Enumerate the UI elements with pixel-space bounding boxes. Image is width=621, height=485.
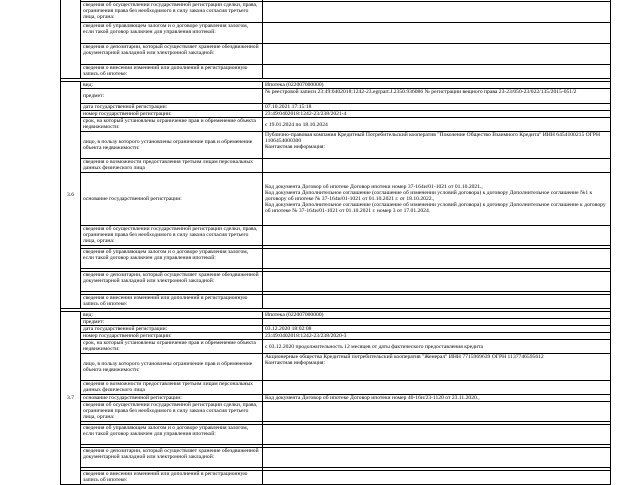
table-row	[61, 425, 611, 445]
table-row	[61, 312, 611, 319]
table-row	[61, 326, 611, 333]
row-value	[263, 425, 611, 445]
row-label: номер государственной регистрации:	[81, 111, 263, 118]
row-value	[263, 395, 611, 402]
row-value	[263, 272, 611, 292]
row-label: дата государственной регистрации:	[81, 326, 263, 333]
row-value: с 19.01.2024 по 18.10.2024	[263, 118, 611, 132]
row-value	[263, 2, 611, 23]
basis-document: Код документа Договор об ипотеке Договор ипотеки номер 37-164и/01-1021 от 01.10.2021.,	[265, 184, 483, 190]
row-label: дата государственной регистрации:	[81, 104, 263, 111]
section-number: 3.7	[61, 312, 81, 485]
row-value	[263, 159, 611, 173]
table-row	[61, 471, 611, 485]
row-value	[263, 354, 611, 381]
basis-document: Код документа Договор об ипотеке Договор ипотеки номер 40-16и/23-1120 от 23.11.2020.,	[265, 395, 480, 401]
row-label: предмет:	[81, 319, 263, 326]
row-label: лицо, в пользу которого установлены ограничение прав и обременение объекта недвижимости:	[81, 132, 263, 159]
row-label: сведения о внесении изменений или дополнений в регистрационную запись об ипотеке:	[81, 295, 263, 309]
row-value: 23:49:0402018:1242-23/238/2021-4	[263, 111, 611, 118]
row-value	[263, 23, 611, 44]
basis-document: Код документа Дополнительное соглашение (соглашение об изменении условий договора) к договору Дополнительное соглашение к договору об ипотеке № 37-164и/01-1021 от 01.10.2021 г. номер 3 от 17.01.2024.	[265, 202, 606, 214]
row-label: сведения о депозитарии, который осуществляет хранение обездвиженной документарной закладной или электронной закладной:	[81, 44, 263, 65]
row-label: сведения о депозитарии, который осуществляет хранение обездвиженной документарной закладной или электронной закладной:	[81, 272, 263, 292]
table-row	[61, 402, 611, 422]
row-value	[263, 226, 611, 246]
person-value: Акционерные общества Кредитный потребительский кооператив "Женерал" ИНН 7715969639 ОГРН 1137746595612	[265, 354, 544, 360]
row-label: вид:	[81, 82, 263, 89]
row-value	[263, 44, 611, 65]
row-label: сведения об осуществлении государственной регистрации сделки, права, ограничения права без необходимого в силу закона согласия третьего лица, органа:	[81, 2, 263, 23]
row-value	[263, 173, 611, 226]
row-label: сведения о внесении изменений или дополнений в регистрационную запись об ипотеке:	[81, 65, 263, 79]
person-value: Публично-правовая компания Кредитный Потребительский кооператив "Поколение Общество Взаимного Кредита" ИНН 6454100215 ОГРН 1106454000300	[265, 132, 601, 144]
row-label: основание государственной регистрации:	[81, 395, 263, 402]
table-row	[61, 111, 611, 118]
table-row	[61, 44, 611, 65]
table-row	[61, 89, 611, 104]
person-contact: Контактная информация:	[265, 144, 325, 150]
row-label: срок, на который установлены ограничение прав и обременение объекта недвижимости:	[81, 118, 263, 132]
table-row	[61, 295, 611, 309]
table-row	[61, 173, 611, 226]
row-value: Ипотека (022007000000)	[263, 82, 611, 89]
row-label: сведения об управляющем залогом и о договоре управления залогом, если такой договор заключен для управления ипотекой:	[81, 425, 263, 445]
row-label: вид:	[81, 312, 263, 319]
basis-document: Код документа Дополнительное соглашение (соглашение об изменении условий договора) к договору Дополнительное соглашение №1 к договору об ипотеке № 37-164и/01-1021 от 01.10.2021 г. от 18.10.2022.,	[265, 190, 593, 202]
row-value: 03.12.2020 18:02:08	[263, 326, 611, 333]
row-label: номер государственной регистрации:	[81, 333, 263, 340]
row-label: сведения об управляющем залогом и о договоре управления залогом, если такой договор заключен для управления ипотекой:	[81, 23, 263, 44]
table-row	[61, 65, 611, 79]
row-value: Ипотека (022007000000)	[263, 312, 611, 319]
row-label: сведения о внесении изменений или дополнений в регистрационную запись об ипотеке:	[81, 471, 263, 485]
row-value	[263, 471, 611, 485]
table-row	[61, 340, 611, 354]
row-value	[263, 319, 611, 326]
table-row	[61, 104, 611, 111]
row-value	[263, 132, 611, 159]
row-label: сведения о возможности предоставления третьим лицам персональных данных физического лица	[81, 159, 263, 173]
row-label: основание государственной регистрации:	[81, 173, 263, 226]
row-value	[263, 295, 611, 309]
table-row	[61, 381, 611, 395]
table-row	[61, 159, 611, 173]
table-row	[61, 23, 611, 44]
table-row	[61, 226, 611, 246]
table-row	[61, 249, 611, 269]
row-value	[263, 65, 611, 79]
section-number: 3.6	[61, 82, 81, 309]
table-row	[61, 333, 611, 340]
row-value	[263, 381, 611, 395]
row-label: сведения о депозитарии, который осуществляет хранение обездвиженной документарной закладной или электронной закладной:	[81, 448, 263, 468]
row-label: сведения об осуществлении государственной регистрации сделки, права, ограничения права без необходимого в силу закона согласия третьего лица, органа:	[81, 226, 263, 246]
row-value: 07.10.2021 17:15:18	[263, 104, 611, 111]
row-label: сведения об осуществлении государственной регистрации сделки, права, ограничения права без необходимого в силу закона согласия третьего лица, органа:	[81, 402, 263, 422]
table-row	[61, 354, 611, 381]
row-value	[263, 402, 611, 422]
row-value	[263, 448, 611, 468]
table-row	[61, 272, 611, 292]
table-row	[61, 2, 611, 23]
encumbrance-table	[60, 0, 611, 485]
row-label: срок, на который установлены ограничение прав и обременение объекта недвижимости:	[81, 340, 263, 354]
row-value: 23:49:0402018:1242-23/238/2020-3	[263, 333, 611, 340]
table-row	[61, 395, 611, 402]
row-value	[263, 249, 611, 269]
table-row	[61, 132, 611, 159]
row-label: сведения об управляющем залогом и о договоре управления залогом, если такой договор заключен для управления ипотекой:	[81, 249, 263, 269]
row-label: лицо, в пользу которого установлены ограничение прав и обременение объекта недвижимости:	[81, 354, 263, 381]
row-label: сведения о возможности предоставления третьим лицам персональных данных физического лица	[81, 381, 263, 395]
row-label: предмет:	[81, 89, 263, 104]
section-number-cell	[61, 0, 81, 79]
row-value: № реестровой записи 23:49:0402018:1242-23.egrpart.J.2350.936086 № регистрации вещного права 23-23/050-23/022/135/2015-051/2	[263, 89, 611, 104]
table-row	[61, 448, 611, 468]
table-row	[61, 118, 611, 132]
person-contact: Контактная информация:	[265, 360, 325, 366]
row-value: с 03.12.2020 продолжительность 12 месяцев от даты фактического предоставления кредита	[263, 340, 611, 354]
table-row	[61, 82, 611, 89]
table-row	[61, 319, 611, 326]
